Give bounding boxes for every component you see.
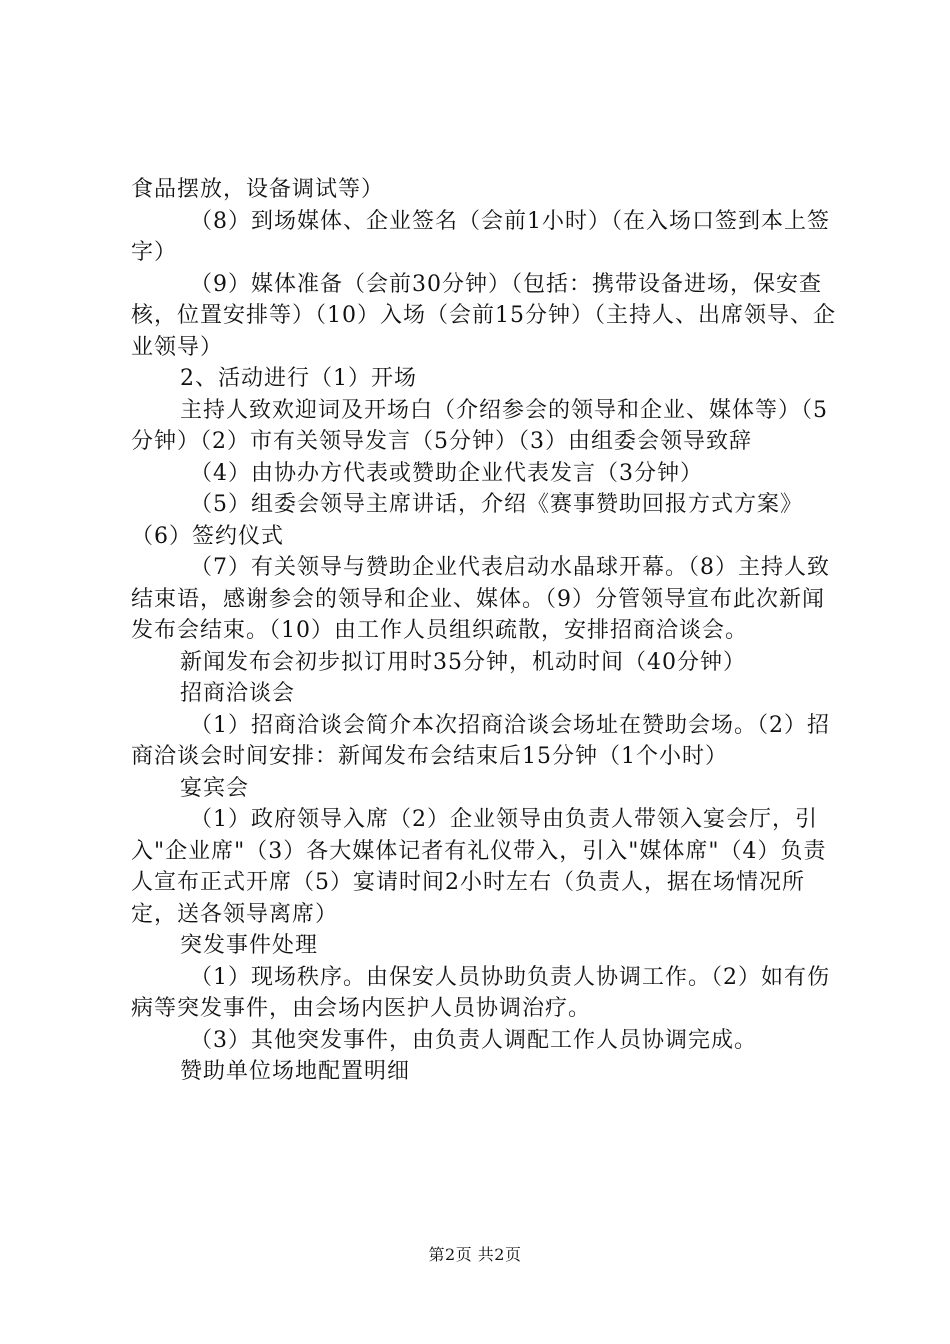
paragraph: （4）由协办方代表或赞助企业代表发言（3分钟） — [190, 460, 703, 486]
paragraph: （8）到场媒体、企业签名（会前1小时）（在入场口签到本上签字） — [131, 208, 830, 265]
page-footer — [0, 1245, 950, 1265]
section-heading: 赞助单位场地配置明细 — [180, 1059, 411, 1084]
document-body — [131, 174, 836, 1088]
paragraph: 2、活动进行（1）开场 — [180, 366, 417, 391]
paragraph: （1）招商洽谈会简介本次招商洽谈会场址在赞助会场。（2）招商洽谈会时间安排：新闻发布会结束后15分钟（1个小时） — [131, 712, 830, 769]
page-number-label: 第2页 共2页 — [428, 1245, 522, 1264]
paragraph: （7）有关领导与赞助企业代表启动水晶球开幕。（8）主持人致结束语，感谢参会的领导和企业、媒体。（9）分管领导宣布此次新闻发布会结束。（10）由工作人员组织疏散，安排招商洽谈会。 — [131, 555, 830, 643]
paragraph: （3）其他突发事件，由负责人调配工作人员协调完成。 — [190, 1027, 757, 1053]
section-heading: 突发事件处理 — [180, 933, 319, 958]
paragraph: 食品摆放，设备调试等） — [131, 177, 385, 202]
paragraph: 新闻发布会初步拟订用时35分钟，机动时间（40分钟） — [180, 649, 746, 675]
paragraph: （5）组委会领导主席讲话，介绍《赛事赞助回报方式方案》（6）签约仪式 — [131, 492, 803, 549]
paragraph: （1）现场秩序。由保安人员协助负责人协调工作。（2）如有伤病等突发事件，由会场内医护人员协调治疗。 — [131, 964, 830, 1021]
paragraph: （9）媒体准备（会前30分钟）（包括：携带设备进场，保安查核，位置安排等）（10）入场（会前15分钟）（主持人、出席领导、企业领导） — [131, 271, 836, 360]
paragraph: 主持人致欢迎词及开场白（介绍参会的领导和企业、媒体等）（5分钟）（2）市有关领导发言（5分钟）（3）由组委会领导致辞 — [131, 397, 828, 454]
section-heading: 宴宾会 — [180, 775, 250, 801]
section-heading: 招商洽谈会 — [180, 681, 296, 706]
paragraph: （1）政府领导入席（2）企业领导由负责人带领入宴会厅，引入"企业席"（3）各大媒体记者有礼仪带入，引入"媒体席"（4）负责人宣布正式开席（5）宴请时间2小时左右（负责人，据在场情况所定，送各领导离席） — [131, 807, 827, 927]
